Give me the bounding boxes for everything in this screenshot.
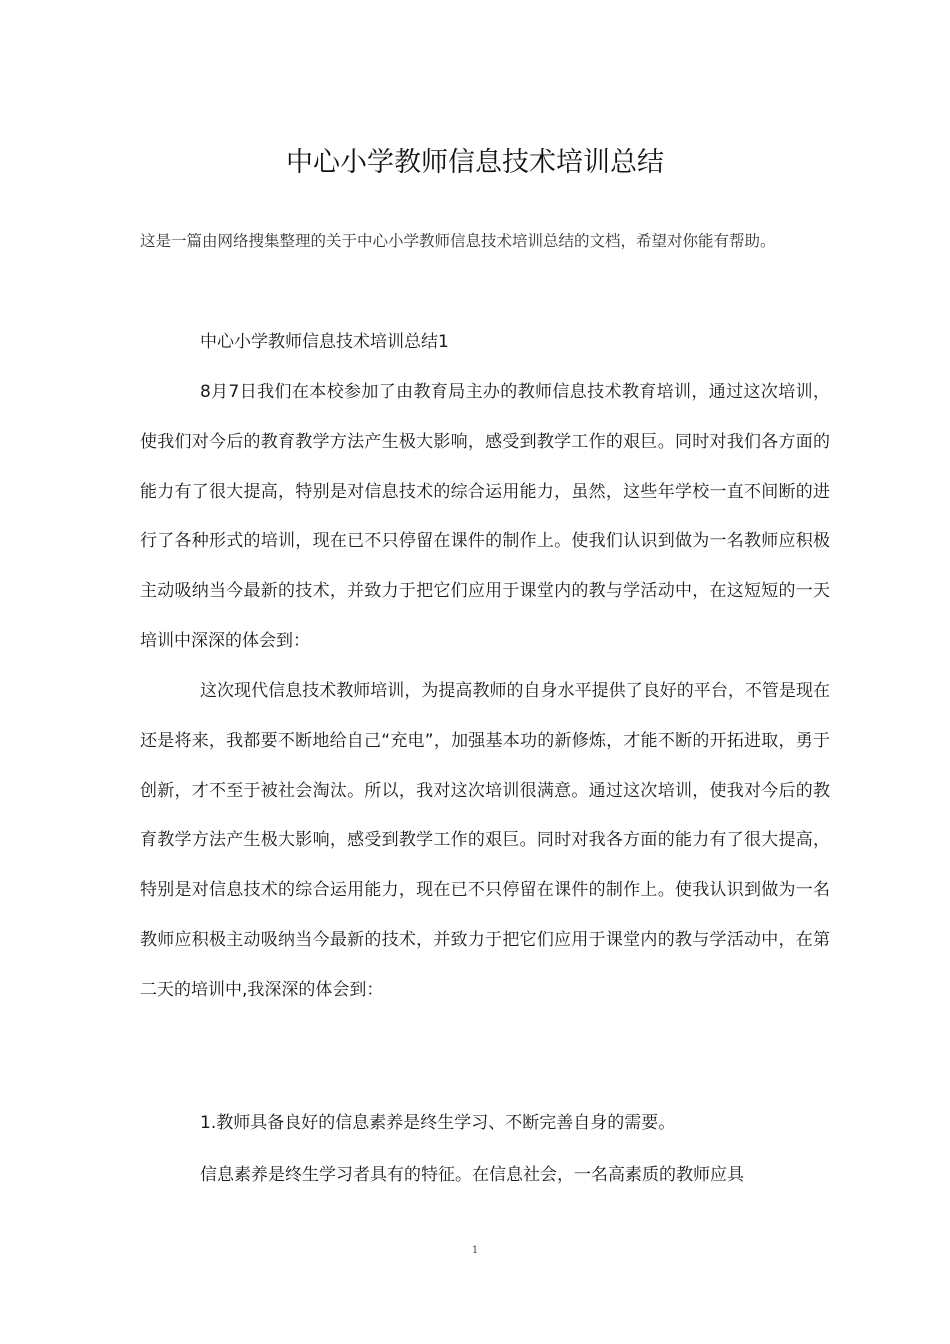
intro-text: 这是一篇由网络搜集整理的关于中心小学教师信息技术培训总结的文档，希望对你能有帮助。	[140, 232, 776, 250]
body-paragraph: 8月7日我们在本校参加了由教育局主办的教师信息技术教育培训，通过这次培训，使我们对今后的教育教学方法产生极大影响，感受到教学工作的艰巨。同时对我们各方面的能力有了很大提高，特别是对信息技术的综合运用能力，虽然，这些年学校一直不间断的进行了各种形式的培训，现在已不只停留在课件的制作上。使我们认识到做为一名教师应积极主动吸纳当今最新的技术，并致力于把它们应用于课堂内的教与学活动中，在这短短的一天培训中深深的体会到：	[140, 382, 830, 651]
body-paragraph: 信息素养是终生学习者具有的特征。在信息社会，一名高素质的教师应具	[200, 1165, 744, 1185]
numbered-list-item: 1.教师具备良好的信息素养是终生学习、不断完善自身的需要。	[200, 1113, 676, 1133]
body-paragraph: 这次现代信息技术教师培训，为提高教师的自身水平提供了良好的平台，不管是现在还是将来，我都要不断地给自己“充电”，加强基本功的新修炼，才能不断的开拓进取，勇于创新，才不至于被社会淘汰。所以，我对这次培训很满意。通过这次培训，使我对今后的教育教学方法产生极大影响，感受到教学工作的艰巨。同时对我各方面的能力有了很大提高，特别是对信息技术的综合运用能力，现在已不只停留在课件的制作上。使我认识到做为一名教师应积极主动吸纳当今最新的技术，并致力于把它们应用于课堂内的教与学活动中，在第二天的培训中,我深深的体会到：	[140, 681, 830, 1000]
document-title: 中心小学教师信息技术培训总结	[286, 147, 664, 178]
page-number: 1	[471, 1245, 479, 1256]
section-heading: 中心小学教师信息技术培训总结1	[200, 332, 449, 352]
